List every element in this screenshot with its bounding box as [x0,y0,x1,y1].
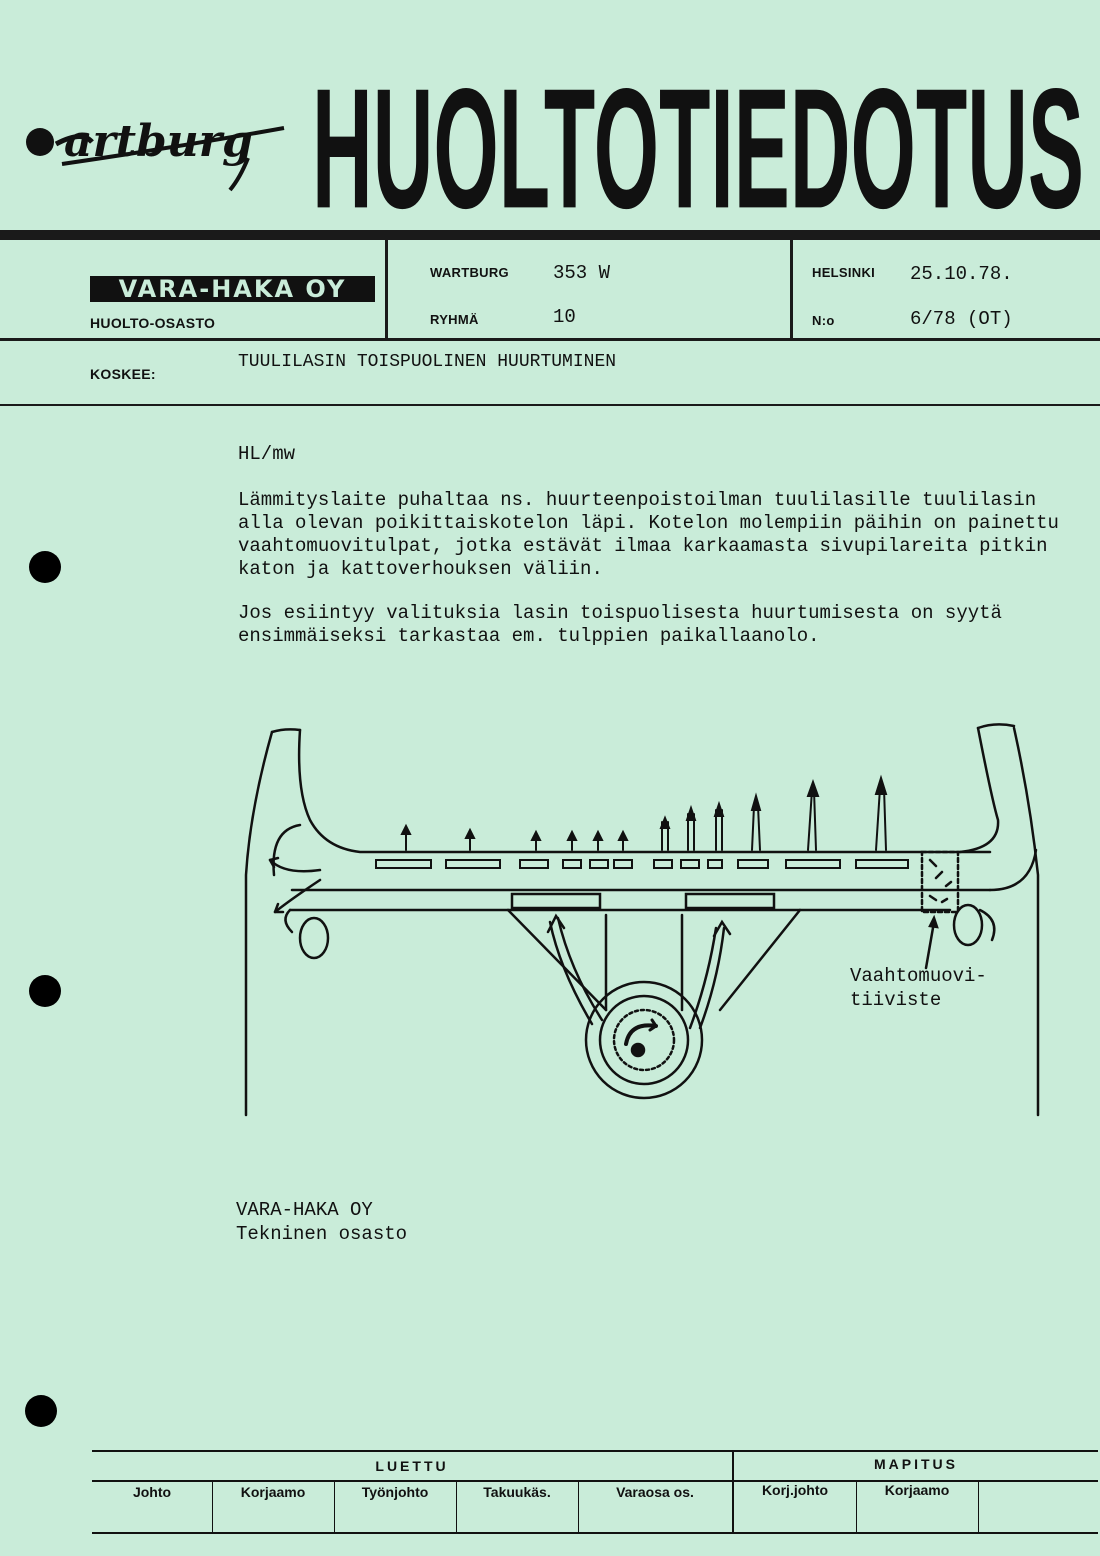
subject-rule [0,404,1100,406]
column-varaosa: Varaosa os. [616,1484,694,1500]
number-value: 6/78 (OT) [910,308,1013,330]
subject-value: TUULILASIN TOISPUOLINEN HUURTUMINEN [238,352,617,372]
punch-hole [29,551,61,583]
header-rule [0,230,1100,240]
column-johto: Johto [132,1484,172,1500]
department-label: HUOLTO-OSASTO [90,315,216,331]
column-korjaamo: Korjaamo [240,1484,306,1500]
paragraph-line: Lämmityslaite puhaltaa ns. huurteenpoistoilman tuulilasille tuulilasin [238,489,1037,511]
foam-seal-label [850,964,987,1012]
vara-haka-logo: VARA-HAKA OY [90,276,375,302]
model-label: WARTBURG [430,265,509,280]
mapitus-header: MAPITUS [874,1456,958,1472]
model-value: 353 W [553,262,611,284]
signature-block [236,1198,407,1246]
group-value: 10 [553,306,576,328]
page-title [312,58,1092,228]
date-value: 25.10.78. [910,263,1013,285]
paragraph-line: alla olevan poikittaiskotelon läpi. Kotelon molempiin päihin on painettu [238,512,1059,534]
subject-label: KOSKEE: [90,366,156,382]
info-rule [0,338,1100,341]
routing-table [92,1450,1098,1534]
info-divider-2 [790,240,793,338]
paragraph-line: Jos esiintyy valituksia lasin toispuolisesta huurtumisesta on syytä [238,602,1002,624]
column-korjaamo-2: Korjaamo [884,1482,950,1498]
paragraph-line: katon ja kattoverhouksen väliin. [238,558,603,580]
luettu-header: LUETTU [375,1458,449,1474]
paragraph-line: vaahtomuovitulpat, jotka estävät ilmaa karkaamasta sivupilareita pitkin [238,535,1048,557]
reference-code: HL/mw [238,443,296,465]
table-divider [978,1482,979,1532]
punch-hole [29,975,61,1007]
foam-seal-label-line: tiiviste [850,989,942,1011]
column-tyonjohto: Työnjohto [361,1484,429,1500]
column-takuukas: Takuukäs. [483,1484,551,1500]
paragraph-1 [238,489,1059,581]
signature-department: Tekninen osasto [236,1223,408,1245]
paragraph-2 [238,602,1002,648]
group-label: RYHMÄ [430,312,479,327]
windshield-duct-diagram [230,710,1060,1130]
svg-text:HUOLTOTIEDOTUS: HUOLTOTIEDOTUS [312,58,1084,228]
wartburg-logo [22,108,292,198]
city-label: HELSINKI [812,265,876,280]
punch-hole [25,1395,57,1427]
column-korj-johto: Korj.johto [761,1482,829,1498]
number-label: N:o [812,313,835,328]
signature-company: VARA-HAKA OY [236,1199,373,1221]
info-divider-1 [385,240,388,338]
svg-text:artburg: artburg [64,116,253,167]
paragraph-line: ensimmäiseksi tarkastaa em. tulppien paikallaanolo. [238,625,820,647]
foam-seal-label-line: Vaahtomuovi- [850,965,987,987]
